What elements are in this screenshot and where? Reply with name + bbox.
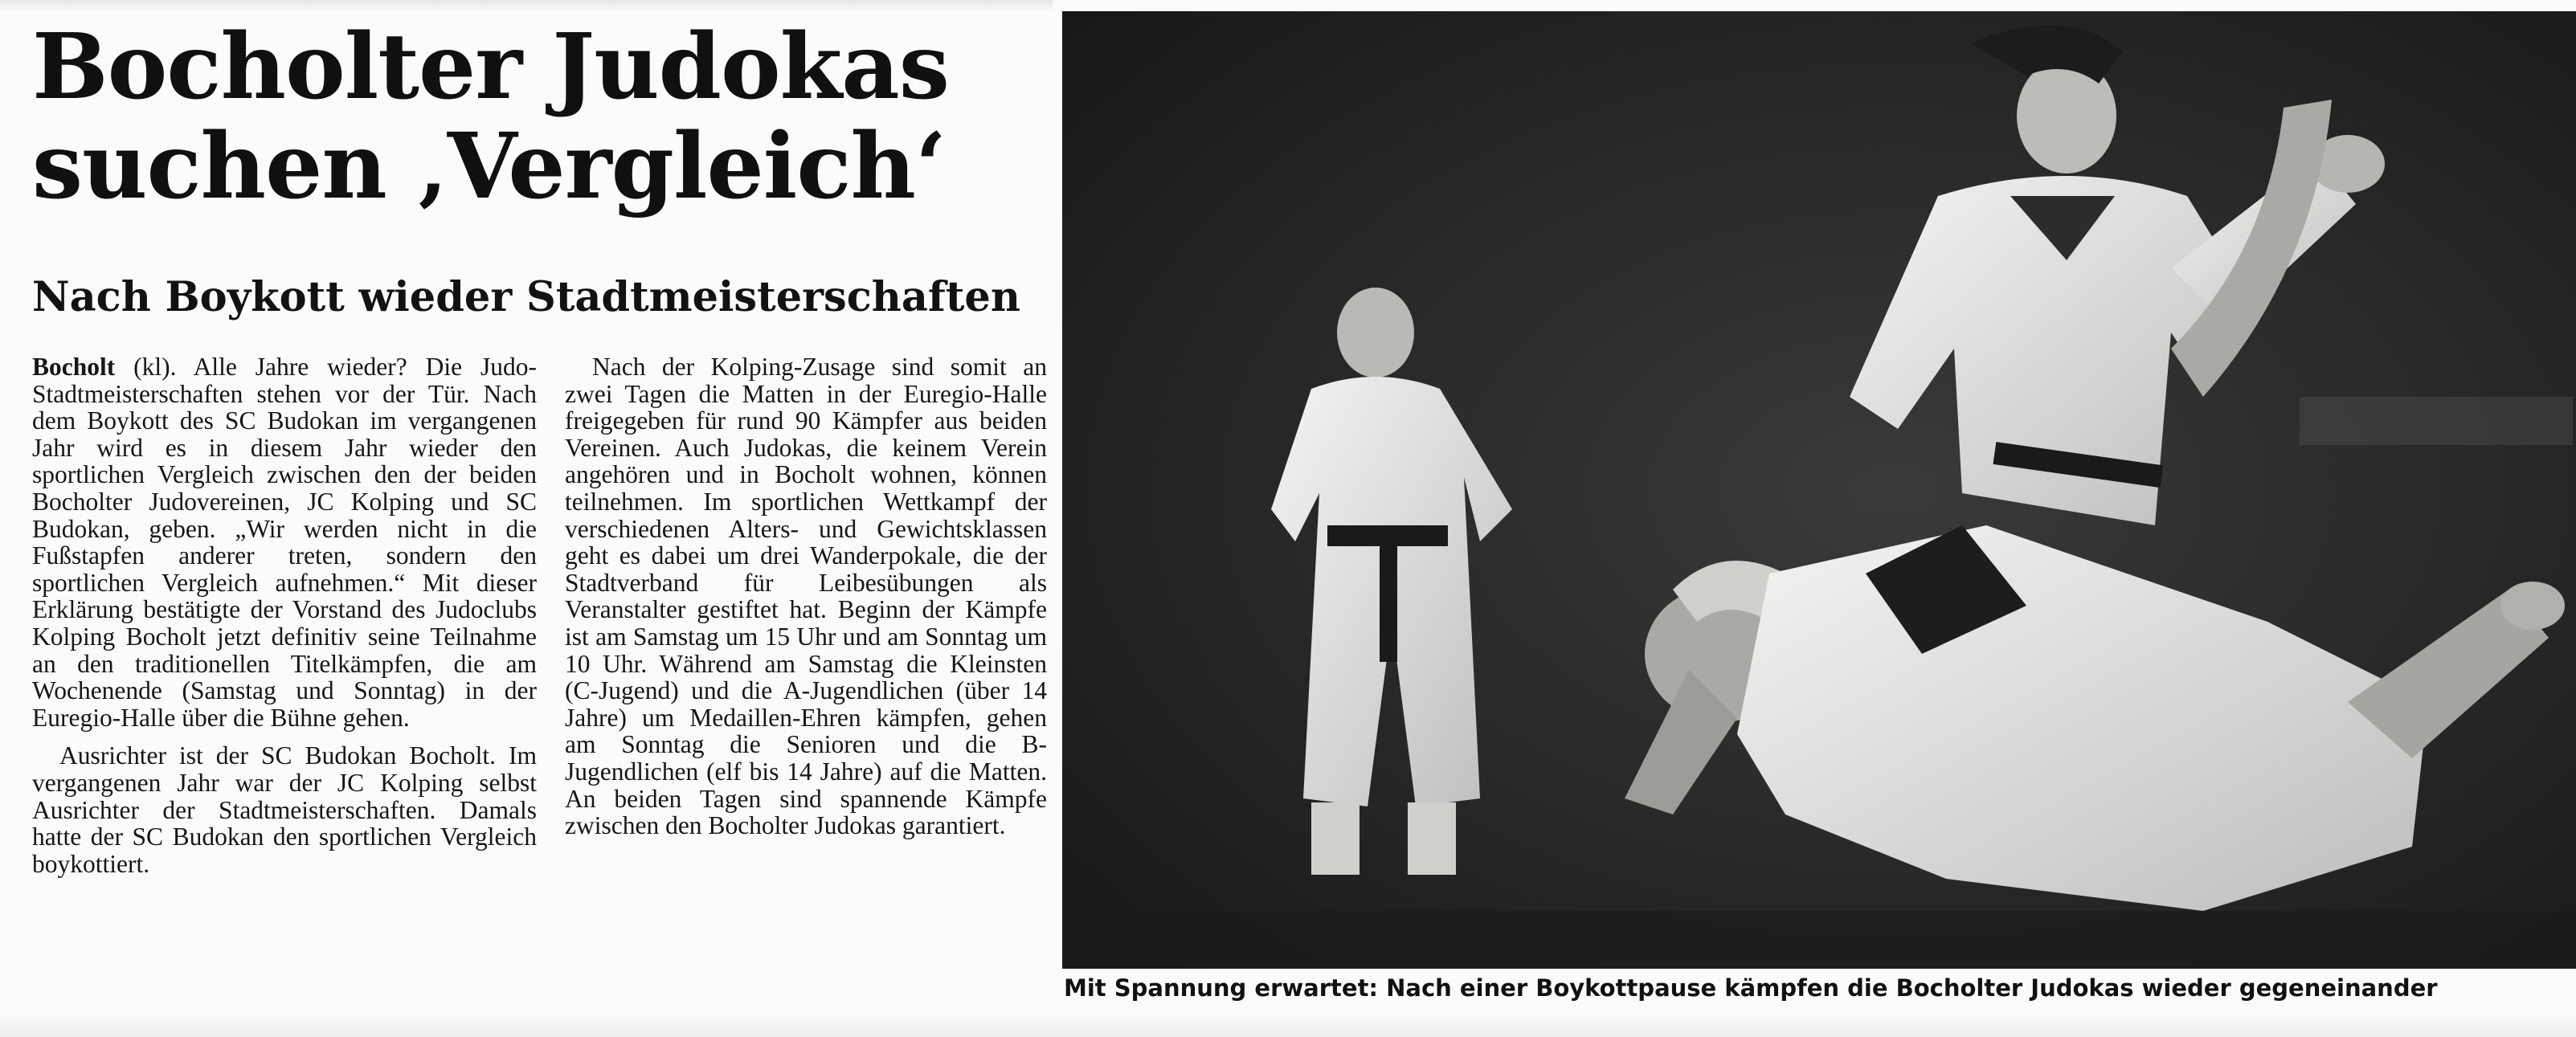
print-bleed-bottom [0,1014,2576,1037]
headline-line-1: Bocholter Judokas [32,14,949,120]
dateline: Bocholt [32,353,116,381]
judo-photo-illustration [1062,11,2576,969]
article-paragraph-1 [32,353,537,731]
print-bleed [0,0,1053,11]
photo-caption: Mit Spannung erwartet: Nach einer Boykottpause kämpfen die Bocholter Judokas wieder gegeneinander [1064,974,2438,1002]
article-column-right [565,353,1047,839]
subheadline: Nach Boykott wieder Stadtmeisterschaften [32,273,1020,321]
article-paragraph-3: Nach der Kolping-Zusage sind somit an zwei Tagen die Matten in der Euregio-Halle freigegeben für rund 90 Kämpfer aus beiden Vereinen. Auch Judokas, die keinem Verein angehören und in Bocholt wohnen, können teilnehmen. Im sportlichen Wettkampf der verschiedenen Alters- und Gewichtsklassen geht es dabei um drei Wanderpokale, die der Stadtverband für Leibesübungen als Veranstalter gestiftet hat. Beginn der Kämpfe ist am Samstag um 15 Uhr und am Sonntag um 10 Uhr. Während am Samstag die Kleinsten (C-Jugend) und die A-Jugendlichen (über 14 Jahre) um Medaillen-Ehren kämpfen, gehen am Sonntag die Senioren und die B-Jugendlichen (elf bis 14 Jahre) auf die Matten. An beiden Tagen sind spannende Kämpfe zwischen den Bocholter Judokas garantiert. [565,353,1047,840]
judo-photo [1062,11,2576,969]
article-paragraph-2: Ausrichter ist der SC Budokan Bocholt. Im vergangenen Jahr war der JC Kolping selbst Ausrichter der Stadtmeisterschaften. Damals hatte der SC Budokan den sportlichen Vergleich boykottiert. [32,741,537,878]
article-column-left [32,353,537,877]
headline [32,14,1037,219]
headline-line-2: suchen ‚Vergleich‘ [32,114,946,219]
paragraph-1-text: (kl). Alle Jahre wieder? Die Judo-Stadtmeisterschaften stehen vor der Tür. Nach dem Boykott des SC Budokan im vergangenen Jahr wird es in diesem Jahr wieder den sportlichen Vergleich zwischen den der beiden Bocholter Judovereinen, JC Kolping und SC Budokan, geben. „Wir werden nicht in die Fußstapfen anderer treten, sondern den sportlichen Vergleich aufnehmen.“ Mit dieser Erklärung bestätigte der Vorstand des Judoclubs Kolping Bocholt jetzt definitiv seine Teilnahme an den traditionellen Titelkämpfen, die am Wochenende (Samstag und Sonntag) in der Euregio-Halle über die Bühne gehen. [32,353,537,732]
